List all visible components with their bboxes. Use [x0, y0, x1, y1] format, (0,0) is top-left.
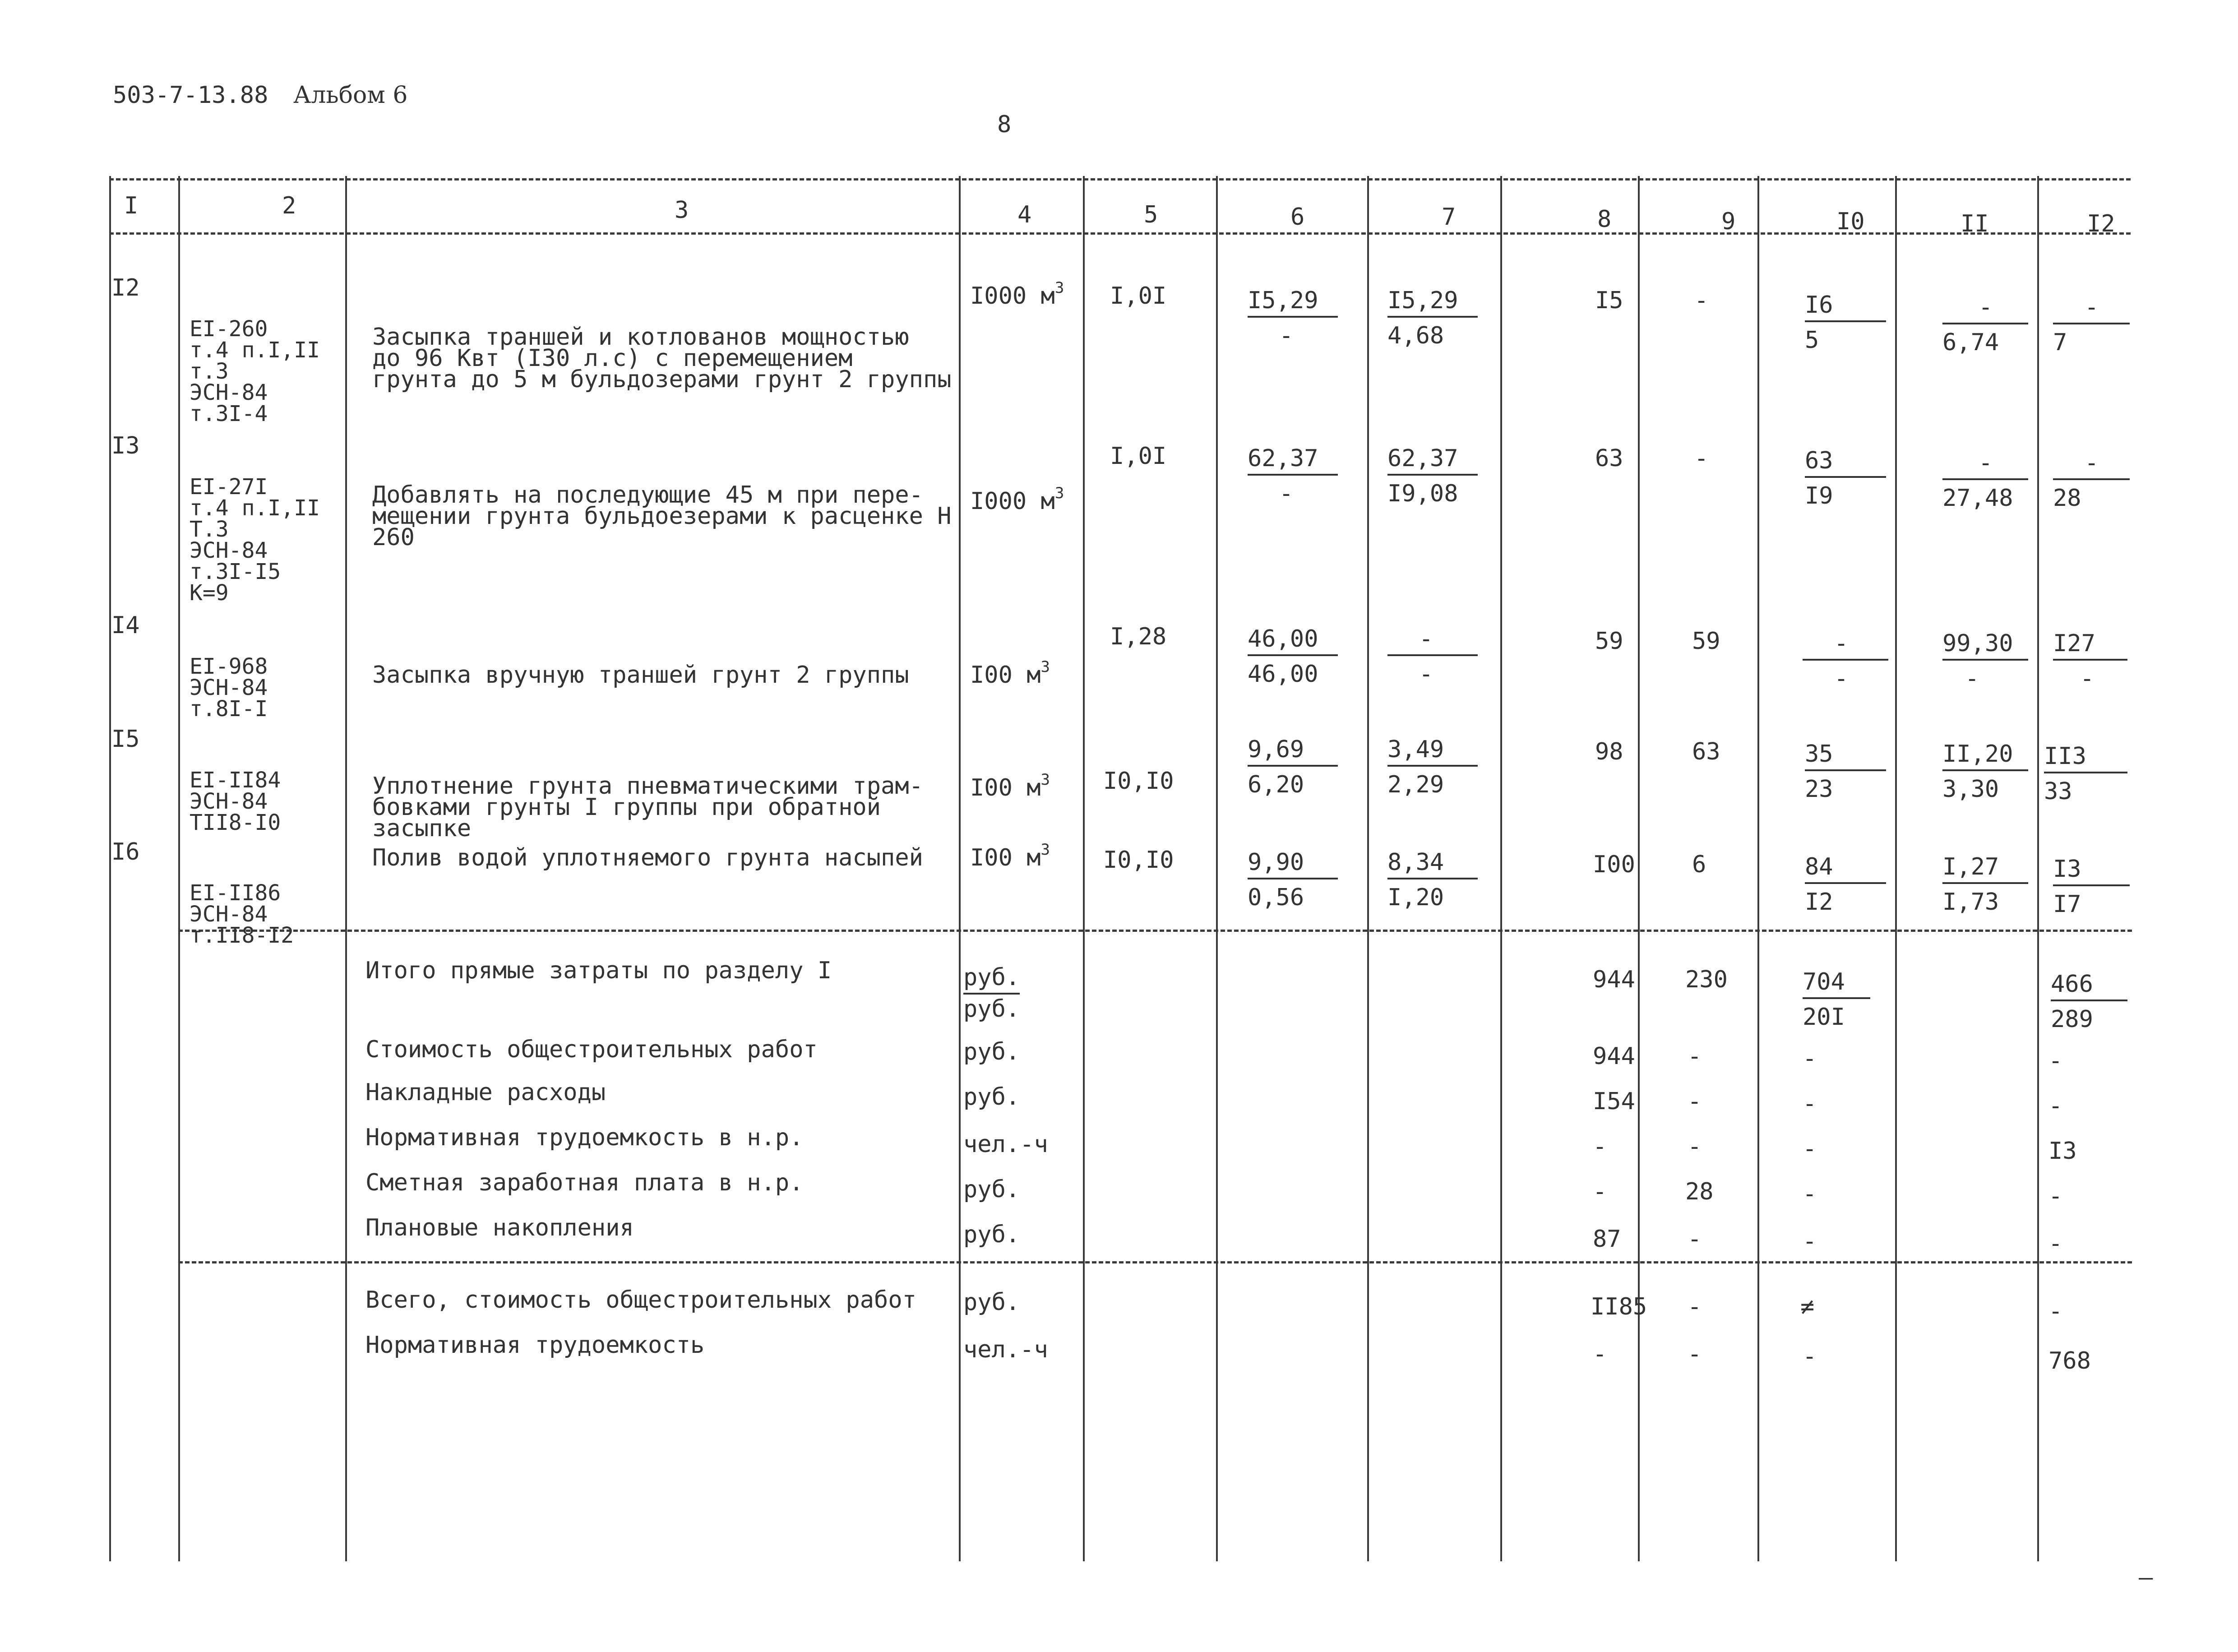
row-description: Засыпка траншей и котлованов мощностью до 96 Квт (I30 л.с) с перемещением грунта до 5 м бульдозерами грунт 2 группы [372, 324, 952, 393]
summary-label: Нормативная трудоемкость в н.р. [365, 1124, 804, 1151]
total-label: Нормативная трудоемкость [365, 1332, 705, 1359]
summary-col12: - [2048, 1047, 2063, 1074]
summary-col9: - [1688, 1133, 1702, 1160]
row-code: EI-II86 ЭСН-84 т.II8-I2 [190, 880, 294, 948]
summary-col8: - [1593, 1133, 1607, 1160]
row-col11-value: - 27,48 [1942, 451, 2028, 510]
total-col10: ≠ [1800, 1293, 1815, 1320]
row-quantity: I,28 [1110, 623, 1167, 650]
summary-col9: - [1688, 1088, 1702, 1115]
summary-col8: 944 [1593, 1043, 1635, 1070]
summary-label: Плановые накопления [365, 1214, 634, 1241]
row-code: EI-27I т.4 п.I,II Т.3 ЭСН-84 т.3I-I5 K=9 [190, 474, 320, 606]
total-unit: чел.-ч [963, 1336, 1048, 1363]
summary-col12: - [2048, 1092, 2063, 1120]
row-number: I6 [111, 838, 140, 865]
row-col6-value: $\frac{9,90}{0,56}$ [1248, 851, 1338, 909]
total-col8: - [1593, 1341, 1607, 1368]
summary-unit: руб. [963, 1083, 1020, 1111]
row-unit: I000 $м^3$ [970, 484, 1064, 515]
column-header-12: I2 [2087, 210, 2115, 237]
row-quantity: I,0I [1110, 282, 1167, 310]
row-unit: I000 $м^3$ [970, 279, 1064, 310]
row-col10-value: $\frac{35}{23}$ [1805, 742, 1886, 801]
row-number: I2 [111, 274, 140, 301]
row-col12-value: I27 - [2053, 632, 2127, 690]
summary-col9: 28 [1685, 1178, 1714, 1205]
row-col7-value: $\frac{62,37}{I9,08}$ [1387, 447, 1478, 505]
summary-col9: - [1688, 1043, 1702, 1070]
summary-col10: $\frac{704}{20I}$ [1803, 970, 1870, 1029]
row-col11-value: $\frac{I,27}{I,73}$ [1942, 855, 2028, 914]
row-description: Полив водой уплотняемого грунта насыпей [372, 844, 923, 871]
column-header-11: II [1961, 210, 1989, 237]
row-col11-value: 99,30 - [1942, 632, 2028, 690]
summary-col12: I3 [2048, 1138, 2077, 1165]
summary-col9: - [1688, 1226, 1702, 1253]
col-line-10 [1895, 176, 1897, 1561]
row-col12-value: $\frac{I3}{I7}$ [2053, 857, 2130, 916]
summary-col10: - [1803, 1180, 1817, 1208]
col-line-0 [109, 176, 111, 1561]
table-top-rule [109, 178, 2131, 180]
summary-unit: чел.-ч [963, 1131, 1048, 1158]
row-col8-value: I00 [1593, 851, 1635, 878]
row-code: EI-260 т.4 п.I,II т.3 ЭСН-84 т.3I-4 [190, 316, 320, 426]
corner-mark: – [2139, 1564, 2153, 1591]
row-description: Добавлять на последующие 45 м при пере- мещении грунта бульдоезерами к расценке Н 260 [372, 481, 952, 551]
summary-unit: руб. [963, 966, 1020, 989]
col-line-5 [1216, 176, 1218, 1561]
row-col9-value: 59 [1692, 628, 1720, 655]
rows-bottom-rule [178, 930, 2132, 932]
summary-unit: руб. [963, 1221, 1020, 1248]
row-col9-value: 6 [1692, 851, 1706, 878]
summary-col8: 944 [1593, 966, 1635, 993]
document-code: 503-7-13.88 [113, 82, 268, 109]
row-col8-value: 63 [1595, 445, 1623, 472]
row-number: I5 [111, 726, 140, 753]
row-col8-value: 59 [1595, 628, 1623, 655]
row-col6-value: $\frac{46,00}{46,00}$ [1248, 627, 1338, 686]
summary-col12: $\frac{466}{289}$ [2051, 972, 2127, 1031]
summary-label: Стоимость общестроительных работ [365, 1036, 818, 1063]
summary-label: Сметная заработная плата в н.р. [365, 1169, 804, 1196]
summary-col9: 230 [1685, 966, 1728, 993]
row-number: I3 [111, 432, 140, 459]
summary-col8: I54 [1593, 1088, 1635, 1115]
summary-col12: - [2048, 1230, 2063, 1257]
row-quantity: I,0I [1110, 443, 1167, 470]
row-col12-value: - 7 [2053, 296, 2130, 354]
summary-col10: - [1803, 1090, 1817, 1117]
column-header-7: 7 [1442, 204, 1456, 231]
row-col7-value: $\frac{I5,29}{4,68}$ [1387, 289, 1478, 347]
column-header-9: 9 [1721, 208, 1736, 235]
row-col8-value: 98 [1595, 738, 1623, 765]
row-unit: I00 $м^3$ [970, 771, 1050, 801]
total-col8: II85 [1591, 1293, 1647, 1320]
summary-col10: - [1803, 1045, 1817, 1072]
row-col11-value: - 6,74 [1942, 296, 2028, 354]
summary-label: Итого прямые затраты по разделу I [365, 957, 832, 984]
row-col10-value: $\frac{84}{I2}$ [1805, 855, 1886, 914]
column-header-1: I [124, 192, 139, 219]
row-col9-value: - [1694, 287, 1709, 314]
row-unit: I00 $м^3$ [970, 658, 1050, 689]
album-label: Альбом 6 [293, 82, 408, 109]
col-line-4 [1083, 176, 1085, 1561]
col-line-9 [1757, 176, 1759, 1561]
row-quantity: I0,I0 [1103, 847, 1174, 874]
col-line-3 [959, 176, 961, 1561]
row-description: Уплотнение грунта пневматическими трам- бовками грунты I группы при обратной засыпке [372, 773, 923, 842]
row-col6-value: I5,29 - [1248, 289, 1338, 347]
row-col9-value: 63 [1692, 738, 1720, 765]
column-header-4: 4 [1017, 201, 1032, 228]
row-number: I4 [111, 612, 140, 639]
column-header-5: 5 [1144, 201, 1158, 228]
total-col10: - [1803, 1343, 1817, 1370]
column-header-6: 6 [1290, 204, 1305, 231]
summary-col8: 87 [1593, 1226, 1621, 1253]
row-col10-value: $\frac{63}{I9}$ [1805, 449, 1886, 508]
summary-label: Накладные расходы [365, 1079, 606, 1106]
col-line-8 [1638, 176, 1640, 1561]
column-header-10: I0 [1836, 208, 1865, 235]
col-line-1 [178, 176, 180, 1561]
row-col7-value: - - [1387, 627, 1478, 686]
row-col8-value: I5 [1595, 287, 1623, 314]
page-number: 8 [997, 111, 1012, 138]
row-col10-value: $\frac{I6}{5}$ [1805, 293, 1886, 352]
column-header-2: 2 [282, 192, 296, 219]
total-col9: - [1688, 1293, 1702, 1320]
total-col12: 768 [2048, 1347, 2091, 1374]
total-col9: - [1688, 1341, 1702, 1368]
summary-col10: - [1803, 1228, 1817, 1255]
row-col7-value: $\frac{3,49}{2,29}$ [1387, 738, 1478, 796]
row-col6-value: 62,37 - [1248, 447, 1338, 505]
col-line-11 [2037, 176, 2039, 1561]
row-col7-value: $\frac{8,34}{I,20}$ [1387, 851, 1478, 909]
col-line-7 [1500, 176, 1502, 1561]
summary-unit: руб. [963, 1176, 1020, 1203]
row-col11-value: $\frac{II,20}{3,30}$ [1942, 742, 2028, 801]
summary-col8: - [1593, 1178, 1607, 1205]
col-line-2 [345, 176, 347, 1561]
column-header-3: 3 [675, 197, 689, 224]
row-unit: I00 $м^3$ [970, 841, 1050, 871]
row-col12-value: - 28 [2053, 451, 2130, 510]
row-col10-value: - - [1803, 632, 1888, 690]
row-description: Засыпка вручную траншей грунт 2 группы [372, 662, 909, 689]
row-code: EI-II84 ЭСН-84 TII8-I0 [190, 768, 281, 835]
col-line-6 [1367, 176, 1369, 1561]
summary-bottom-rule [178, 1261, 2132, 1263]
summary-unit-secondary: руб. [963, 995, 1020, 1023]
row-col6-value: $\frac{9,69}{6,20}$ [1248, 738, 1338, 796]
row-col9-value: - [1694, 445, 1709, 472]
summary-unit: руб. [963, 1038, 1020, 1065]
total-label: Всего, стоимость общестроительных работ [365, 1286, 916, 1314]
summary-col12: - [2048, 1183, 2063, 1210]
header-bottom-rule [109, 232, 2131, 235]
total-col12: - [2048, 1298, 2063, 1325]
total-unit: руб. [963, 1289, 1020, 1316]
row-col12-value: $\frac{II3}{33}$ [2044, 745, 2127, 803]
summary-col10: - [1803, 1135, 1817, 1162]
row-quantity: I0,I0 [1103, 768, 1174, 795]
row-code: EI-968 ЭСН-84 т.8I-I [190, 654, 268, 722]
column-header-8: 8 [1597, 206, 1612, 233]
